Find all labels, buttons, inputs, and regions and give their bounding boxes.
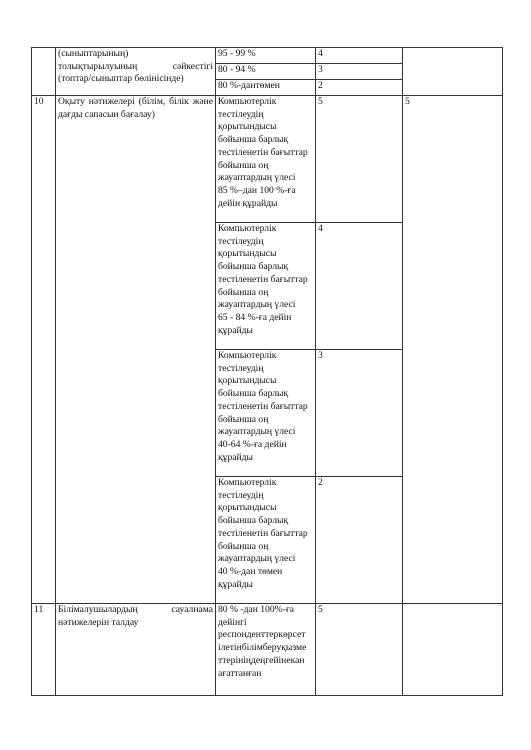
table-row [32,48,503,64]
max-score-value: 5 [405,96,410,107]
max-score-cell [403,48,503,96]
max-score-cell [403,96,503,604]
criterion-name-line: (топтар/сыныптар бөлінісінде) [58,73,184,85]
criterion-name-line: (сыныптарының) [58,48,129,59]
criterion-name-text: Оқыту нәтижелері (білім, білік және дағды сапасын бағалау) [58,96,213,120]
level-score-cell: 5 [316,96,403,223]
level-score-cell: 5 [316,604,403,696]
criterion-name-cell [56,48,216,96]
level-criterion-cell [216,96,316,223]
level-score-cell: 2 [316,80,403,96]
level-criterion-cell: 95 - 99 % [216,48,316,64]
criterion-name-cell [56,96,216,604]
level-score-cell: 3 [316,64,403,80]
row-number-cell: 10 [32,96,56,604]
level-criterion-cell: 80 %-дантөмен [216,80,316,96]
level-score-cell: 3 [316,350,403,477]
level-criterion-cell [216,477,316,604]
max-score-cell [403,604,503,696]
level-criterion-text: Компьютерлік тестілеудің қорытындысы бойынша барлық тестіленетін бағыттар бойынша оң жауаптардың үлесі 65 - 84 %-ға дейін құрайды [218,223,308,336]
level-criterion-text: 80 % -дан 100%-ға дейінгі респонденттеркөрсет ілетінбілімберуқызме ттерініңдеңгейінекан ағаттанған [218,604,307,679]
criteria-table [31,47,503,696]
criterion-name-text: Білімалушылардың сауалнама нәтижелерін талдау [58,604,213,628]
level-criterion-cell [216,223,316,350]
level-score-cell: 2 [316,477,403,604]
table-row [32,604,503,696]
level-criterion-cell [216,604,316,696]
table-row [32,96,503,223]
row-number-cell: 11 [32,604,56,696]
level-score-cell: 4 [316,223,403,350]
level-criterion-text: Компьютерлік тестілеудің қорытындысы бойынша барлық тестіленетін бағыттар бойынша оң жауаптардың үлесі 40 %-дан төмен құрайды [218,477,308,590]
criterion-name-line: толықтырылуының сәйкестігі [58,60,213,72]
level-criterion-text: Компьютерлік тестілеудің қорытындысы бойынша барлық тестіленетін бағыттар бойынша оң жауаптардың үлесі 40-64 %-ға дейін құрайды [218,350,308,463]
level-criterion-cell: 80 - 94 % [216,64,316,80]
level-score-cell: 4 [316,48,403,64]
row-number-cell [32,48,56,96]
level-criterion-text: Компьютерлік тестілеудің қорытындысы бойынша барлық тестіленетін бағыттар бойынша оң жауаптардың үлесі 85 %–дан 100 %-ға дейін құрайды [218,96,308,209]
level-criterion-cell [216,350,316,477]
criterion-name-cell [56,604,216,696]
